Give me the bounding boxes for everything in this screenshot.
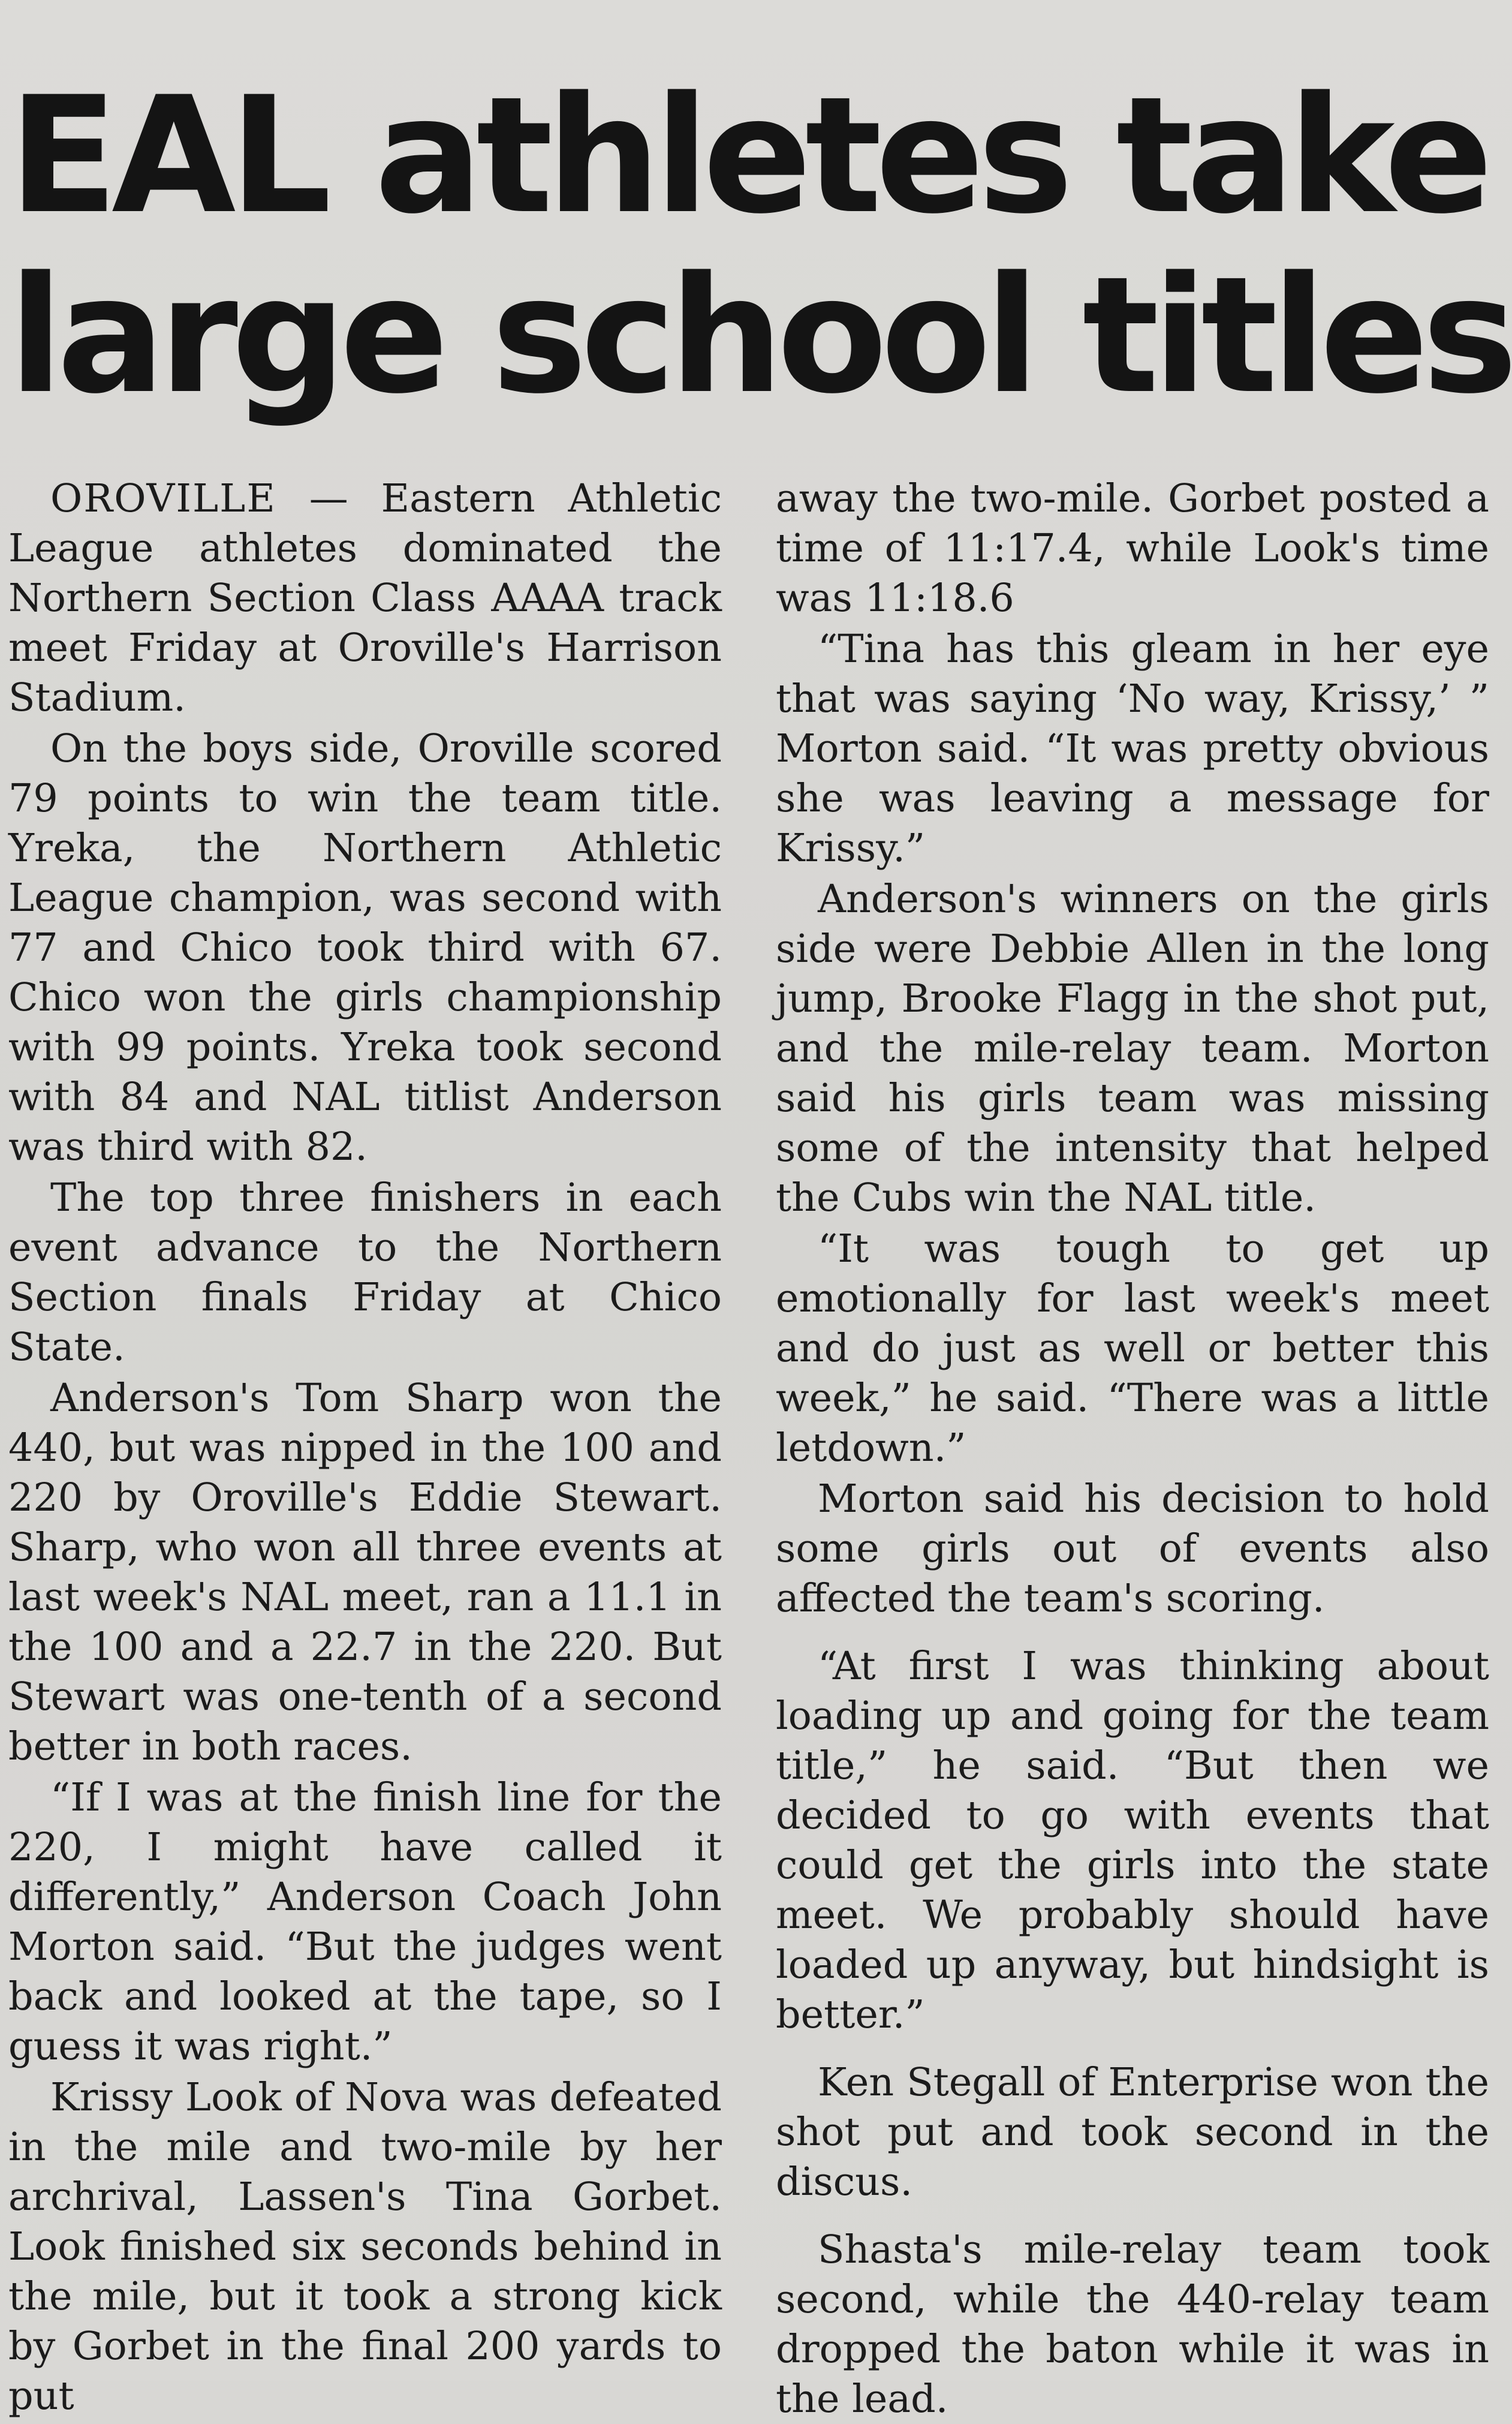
lead-text: — Eastern Athletic League athletes dominated the Northern Section Class AAAA track meet Friday at Oroville's Harrison Stadium. [8,476,722,720]
dateline: OROVILLE [50,476,276,521]
paragraph-continued: away the two-mile. Gorbet posted a time of 11:17.4, while Look's time was 11:18.6 [776,476,1489,621]
paragraph: “Tina has this gleam in her eye that was saying ‘No way, Krissy,’ ” Morton said. “It was pretty obvious she was leaving a message for Krissy.” [776,627,1489,871]
paragraph [8,474,722,723]
paragraph: Anderson's Tom Sharp won the 440, but was nipped in the 100 and 220 by Oroville's Eddie Stewart. Sharp, who won all three events at last week's NAL meet, ran a 11.1 in the 100 and a 22.7 in the 220. But Stewart was one-tenth of a second better in both races. [8,1376,722,1769]
paragraph: “It was tough to get up emotionally for last week's meet and do just as well or better this week,” he said. “There was a little letdown.” [776,1226,1489,1470]
left-column [8,474,722,2424]
paragraph: On the boys side, Oroville scored 79 points to win the team title. Yreka, the Northern Athletic League champion, was second with 77 and Chico took third with 67. Chico won the girls championship with 99 points. Yreka took second with 84 and NAL titlist Anderson was third with 82. [8,726,722,1169]
headline-line-2: large school titles [8,242,1511,429]
paragraph: Morton said his decision to hold some girls out of events also affected the team's scoring. [776,1476,1489,1621]
paragraph: Shasta's mile-relay team took second, while the 440-relay team dropped the baton while it was in the lead. [776,2227,1489,2422]
paragraph: The top three finishers in each event advance to the Northern Section finals Friday at Chico State. [8,1175,722,1370]
paragraph: “At first I was thinking about loading up and going for the team title,” he said. “But then we decided to go with events that could get the girls into the state meet. We probably should have loaded up anyway, but hindsight is better.” [776,1644,1489,2037]
paragraph: Ken Stegall of Enterprise won the shot put and took second in the discus. [776,2060,1489,2205]
right-column [776,474,1489,2424]
headline-line-1: EAL athletes take [8,62,1487,249]
paragraph: Anderson's winners on the girls side were Debbie Allen in the long jump, Brooke Flagg in the shot put, and the mile-relay team. Morton said his girls team was missing some of the intensity that helped the Cubs win the NAL title. [776,877,1489,1220]
article-columns [8,474,1489,2424]
paragraph: “If I was at the finish line for the 220, I might have called it differently,” Anderson Coach John Morton said. “But the judges went back and looked at the tape, so I guess it was right.” [8,1775,722,2069]
paragraph: Krissy Look of Nova was defeated in the mile and two-mile by her archrival, Lassen's Tina Gorbet. Look finished six seconds behind in the mile, but it took a strong kick by Gorbet in the final 200 yards to put [8,2075,722,2419]
headline [8,62,1512,429]
